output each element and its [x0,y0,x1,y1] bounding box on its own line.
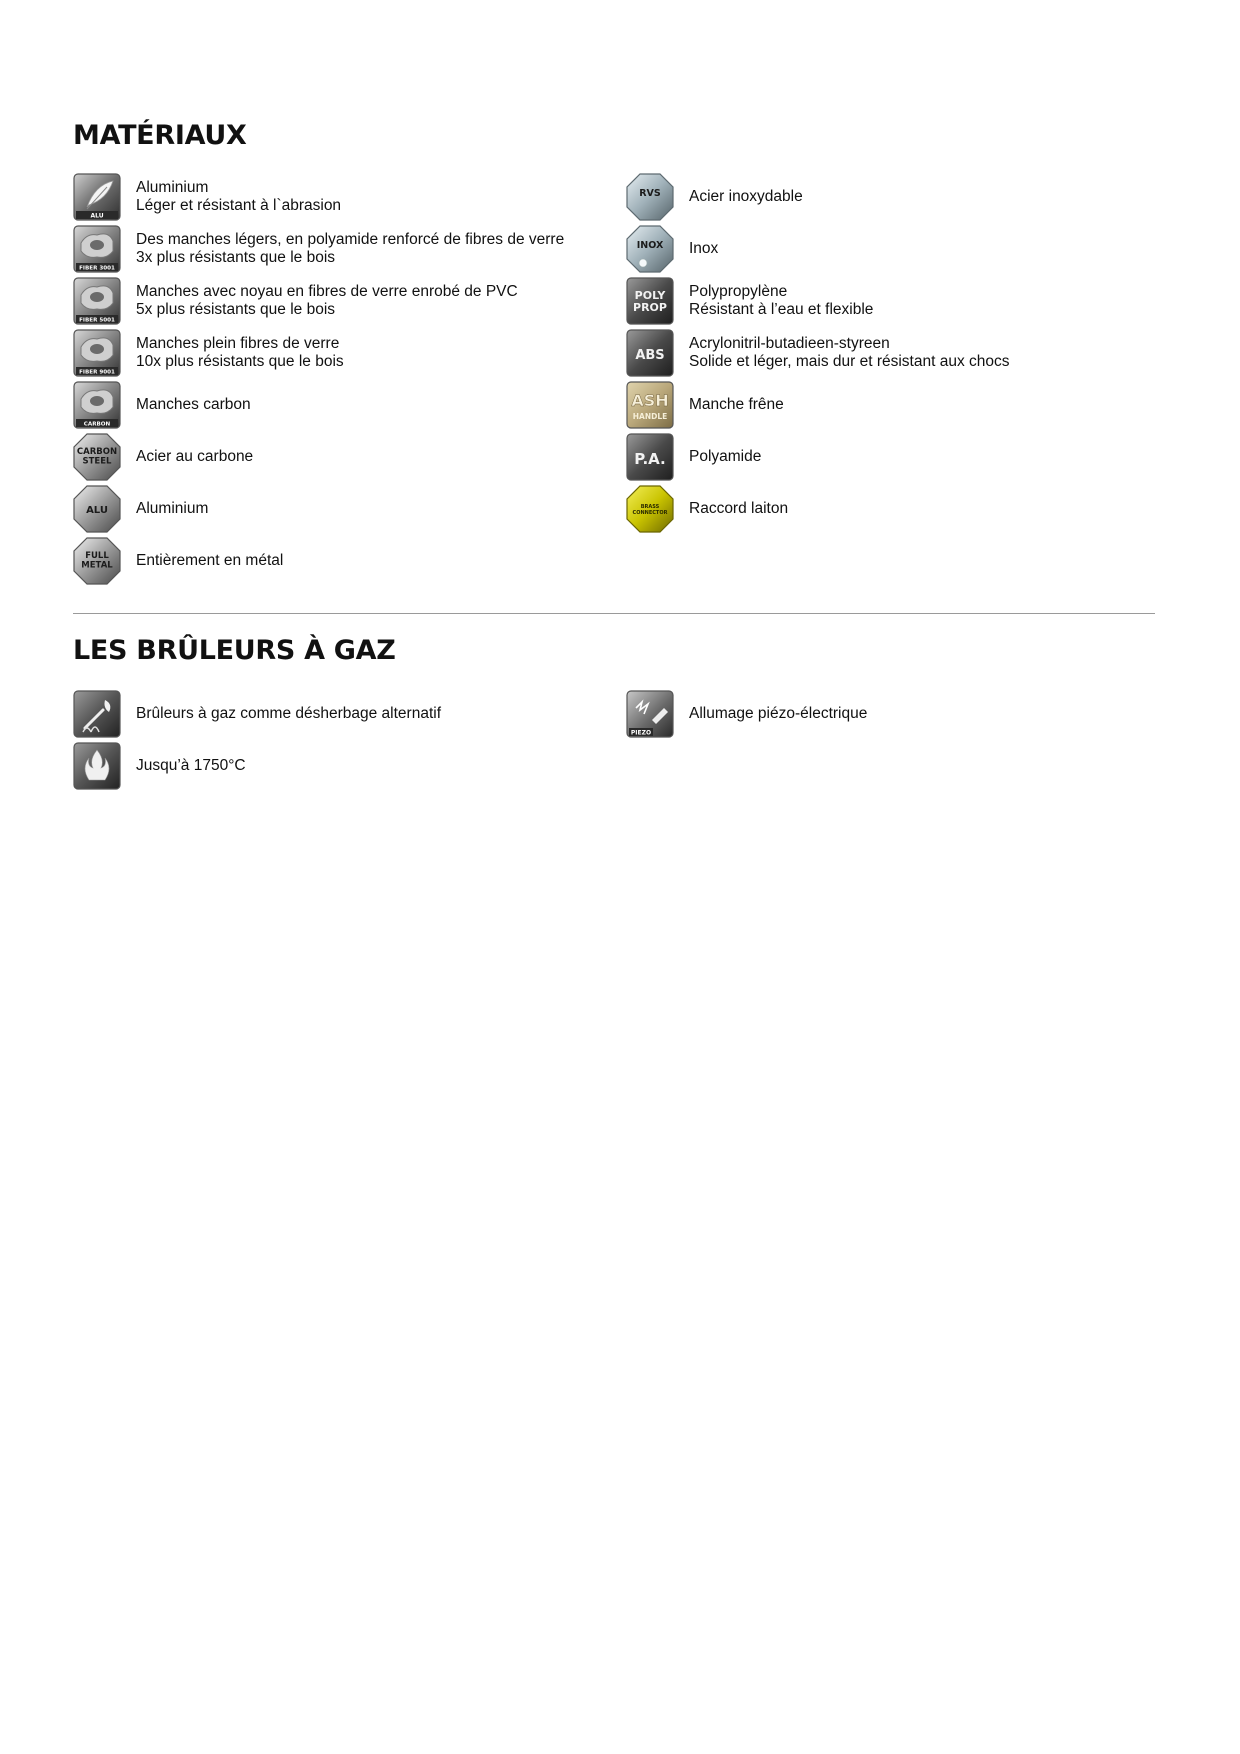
fiber-9001-icon [73,329,121,377]
item-description [136,231,564,267]
list-item [626,173,1126,221]
item-subtitle: Résistant à l’eau et flexible [689,301,874,318]
item-title: Manches carbon [136,396,251,413]
full-metal-icon [73,537,121,585]
item-description [136,396,251,414]
item-title: Acrylonitril-butadieen-styreen [689,335,890,352]
item-description [689,705,867,723]
fiber-5001-icon [73,277,121,325]
svg-text:FIBER 9001: FIBER 9001 [79,369,115,376]
abs-icon [626,329,674,377]
carbon-steel-icon [73,433,121,481]
svg-text:METAL: METAL [81,560,113,571]
item-title: Aluminium [136,500,209,517]
list-item [73,277,573,325]
item-description [689,283,873,319]
alu-octagon-icon [73,485,121,533]
item-description [689,396,784,414]
svg-text:FULL: FULL [85,551,109,561]
item-title: Manche frêne [689,396,784,413]
svg-text:CARBON: CARBON [83,421,111,428]
svg-text:RVS: RVS [639,188,661,199]
item-title: Polypropylène [689,283,788,300]
carbon-icon [73,381,121,429]
svg-text:ABS: ABS [635,348,665,363]
list-item [626,329,1126,377]
item-title: Manches avec noyau en fibres de verre enrobé de PVC [136,283,518,300]
svg-text:ALU: ALU [86,505,108,516]
item-title: Acier au carbone [136,448,254,465]
list-item [73,329,573,377]
list-item [626,225,1126,273]
section-divider [73,613,1155,614]
list-item [73,742,573,790]
item-description [689,448,761,466]
item-title: Des manches légers, en polyamide renforcé de fibres de verre [136,231,565,248]
list-item [626,433,1126,481]
item-description [689,240,718,258]
list-item [73,433,573,481]
brass-connector-icon [626,485,674,533]
item-title: Acier inoxydable [689,188,803,205]
list-item [626,690,1126,738]
item-subtitle: 3x plus résistants que le bois [136,249,336,266]
polyprop-icon [626,277,674,325]
pa-icon [626,433,674,481]
item-title: Polyamide [689,448,762,465]
item-title: Entièrement en métal [136,552,284,569]
svg-text:PIEZO: PIEZO [630,729,652,737]
item-description [136,283,518,319]
item-description [689,335,1010,371]
item-description [689,500,788,518]
svg-text:PROP: PROP [633,301,667,314]
list-item [73,173,573,221]
list-item [626,381,1126,429]
svg-text:HANDLE: HANDLE [632,412,668,421]
list-item [73,537,573,585]
item-title: Inox [689,240,719,257]
list-item [73,225,573,273]
item-subtitle: Solide et léger, mais dur et résistant aux chocs [689,353,1010,370]
item-title: Manches plein fibres de verre [136,335,340,352]
item-title: Allumage piézo-électrique [689,705,868,722]
list-item [626,277,1126,325]
list-item [73,381,573,429]
list-item [626,485,1126,533]
svg-text:ALU: ALU [90,212,104,220]
rvs-icon [626,173,674,221]
alu-feather-icon [73,173,121,221]
item-title: Brûleurs à gaz comme désherbage alternatif [136,705,441,722]
list-item [73,485,573,533]
item-description [136,448,253,466]
svg-text:FIBER 5001: FIBER 5001 [79,317,115,324]
fiber-3001-icon [73,225,121,273]
list-item [73,690,573,738]
svg-text:FIBER 3001: FIBER 3001 [79,265,115,272]
svg-text:CARBON: CARBON [76,447,118,457]
item-description [689,188,803,206]
item-description [136,705,441,723]
svg-text:P.A.: P.A. [634,450,666,468]
svg-text:STEEL: STEEL [82,456,112,467]
svg-text:ASH: ASH [631,391,669,410]
burners-heading: LES BRÛLEURS À GAZ [73,635,396,666]
svg-text:CONNECTOR: CONNECTOR [632,510,668,516]
svg-text:INOX: INOX [636,240,664,251]
item-description [136,757,246,775]
svg-text:BRASS: BRASS [640,504,660,510]
materials-heading: MATÉRIAUX [73,120,247,151]
item-description [136,179,341,215]
item-description [136,335,344,371]
item-title: Raccord laiton [689,500,789,517]
item-description [136,552,283,570]
weed-burner-icon [73,690,121,738]
ash-handle-icon [626,381,674,429]
item-subtitle: 10x plus résistants que le bois [136,353,344,370]
item-title: Aluminium [136,179,209,196]
flame-temperature-icon [73,742,121,790]
item-subtitle: 5x plus résistants que le bois [136,301,336,318]
piezo-icon [626,690,674,738]
inox-icon [626,225,674,273]
item-description [136,500,208,518]
item-title: Jusqu’à 1750°C [136,757,246,774]
svg-text:POLY: POLY [634,289,666,302]
item-subtitle: Léger et résistant à l`abrasion [136,197,342,214]
